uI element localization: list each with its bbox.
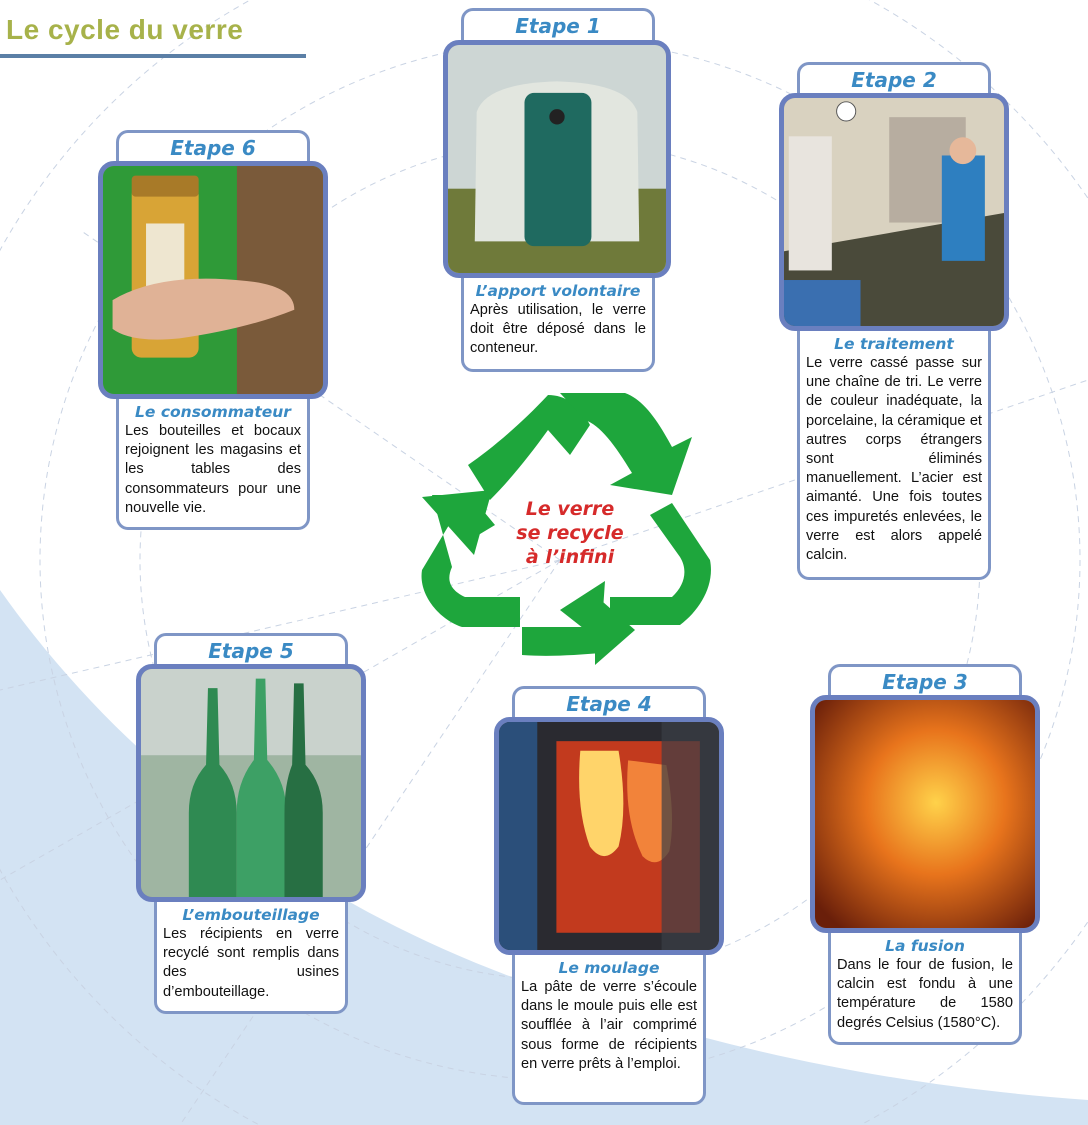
step-4-card (512, 955, 706, 1105)
step-5-card (154, 902, 348, 1014)
step-6-photo (98, 161, 328, 399)
step-2-card (797, 331, 991, 580)
step-3-tab: Etape 3 (828, 664, 1022, 704)
step-1-tab: Etape 1 (461, 8, 655, 48)
step-3-card (828, 933, 1022, 1045)
recycle-caption (480, 497, 660, 569)
recycle-caption-line-3: à l’infini (525, 546, 615, 568)
step-4-heading: Le moulage (558, 959, 660, 977)
step-3-text: Dans le four de fusion, le calcin est fondu à une température de 1580 degrés Celsius (1580°C). (837, 957, 1013, 1031)
step-2-text: Le verre cassé passe sur une chaîne de tri. Le verre de couleur inadéquate, la porcelaine, la céramique et autres corps étrangers sont éliminés manuellement. L’acier est aimanté. Une fois toutes ces impuretés enlevées, le verre est alors appelé calcin. (806, 355, 982, 564)
step-5-heading: L’embouteillage (182, 906, 320, 924)
step-6-tab: Etape 6 (116, 130, 310, 170)
title-underline (0, 54, 306, 58)
step-6-heading: Le consommateur (135, 403, 291, 421)
step-2-photo (779, 93, 1009, 331)
page-title: Le cycle du verre (6, 14, 244, 45)
step-6-text: Les bouteilles et bocaux rejoignent les magasins et les tables des consommateurs pour une nouvelle vie. (125, 423, 301, 516)
step-2-tab: Etape 2 (797, 62, 991, 102)
step-1-card (461, 278, 655, 372)
step-3-photo (810, 695, 1040, 933)
step-1-text: Après utilisation, le verre doit être déposé dans le conteneur. (470, 302, 646, 357)
step-4-text: La pâte de verre s’écoule dans le moule puis elle est soufflée à l’air comprimé sous forme de récipients en verre prêts à l’emploi. (521, 979, 697, 1072)
step-1-heading: L’apport volontaire (475, 282, 641, 300)
step-3-heading: La fusion (885, 937, 965, 955)
step-6-card (116, 399, 310, 530)
step-2-heading: Le traitement (834, 335, 954, 353)
recycle-caption-line-1: Le verre (525, 498, 615, 520)
step-1-photo (443, 40, 671, 278)
step-5-photo (136, 664, 366, 902)
step-4-tab: Etape 4 (512, 686, 706, 726)
step-5-text: Les récipients en verre recyclé sont remplis dans des usines d’embouteillage. (163, 926, 339, 1000)
step-4-photo (494, 717, 724, 955)
recycle-caption-line-2: se recycle (516, 522, 624, 544)
step-5-tab: Etape 5 (154, 633, 348, 673)
